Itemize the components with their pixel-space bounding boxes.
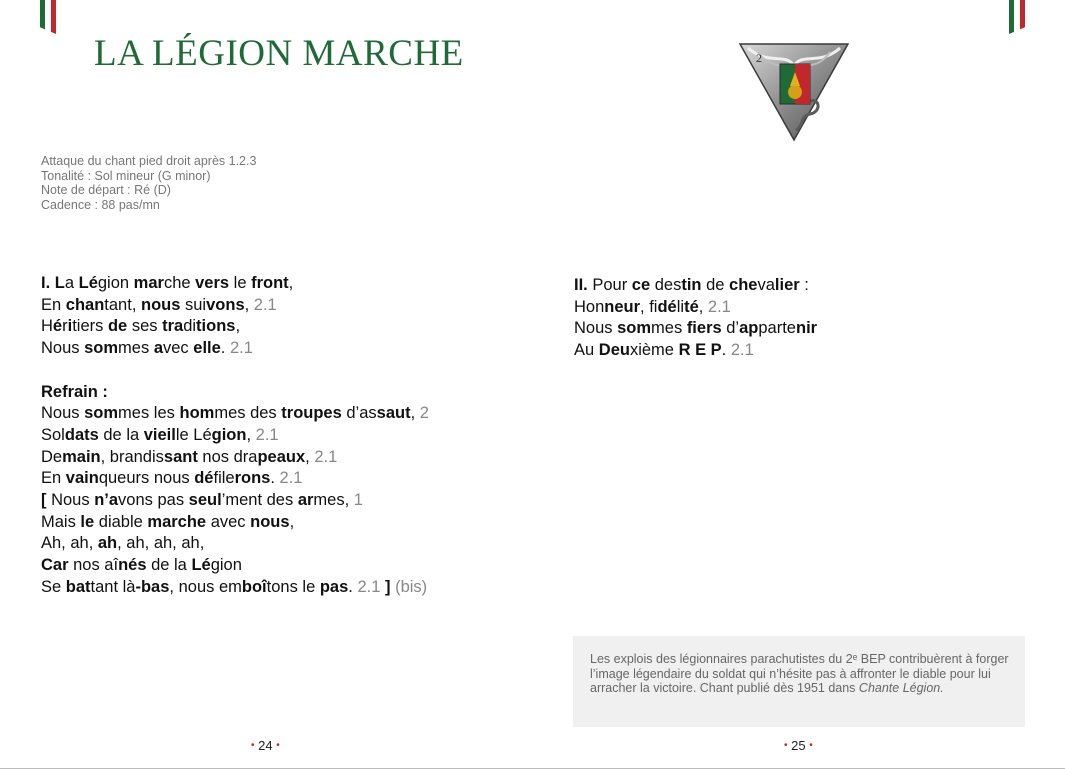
lyric-segment: ar xyxy=(297,491,314,510)
lyric-segment: gion xyxy=(97,274,134,292)
lyric-segment: Ah, ah, xyxy=(41,534,98,553)
lyric-line xyxy=(41,273,429,295)
beat-count: 2.1 xyxy=(253,295,277,314)
lyric-segment: r xyxy=(62,317,68,336)
note-book-title: Chante Légion. xyxy=(858,681,944,696)
song-meta xyxy=(41,154,256,213)
lyric-segment: troupes xyxy=(281,404,342,423)
lyric-line xyxy=(41,425,429,447)
lyric-segment: boî xyxy=(241,577,267,596)
regiment-insignia-icon xyxy=(738,42,850,142)
lyric-segment: hom xyxy=(179,404,215,423)
lyric-segment: neur xyxy=(604,297,641,316)
lyric-segment: , xyxy=(246,425,256,444)
lyric-segment: Deu xyxy=(598,341,630,360)
page-title: LA LÉGION MARCHE xyxy=(94,33,464,74)
lyric-segment: Sol xyxy=(41,425,65,444)
lyric-segment: R E P xyxy=(678,341,722,360)
meta-start-note: Note de départ : Ré (D) xyxy=(41,183,171,198)
lyric-segment: mes xyxy=(118,339,154,358)
lyric-segment: dé xyxy=(657,297,677,316)
lyric-segment: d’as xyxy=(341,404,377,423)
lyric-segment: II. xyxy=(574,276,588,294)
beat-count: (bis) xyxy=(390,577,428,596)
lyric-segment: Nous xyxy=(41,339,85,358)
stanza-gap xyxy=(41,360,429,382)
lyric-segment: seul xyxy=(188,491,222,510)
lyric-segment: gion xyxy=(211,425,247,444)
lyric-segment: té xyxy=(684,297,699,316)
lyric-line xyxy=(41,512,429,534)
lyric-segment: di xyxy=(183,317,197,336)
beat-count: 2 xyxy=(419,404,429,423)
lyric-segment: . xyxy=(270,469,280,488)
lyric-segment: rons xyxy=(234,469,271,488)
lyric-segment: , xyxy=(305,447,315,466)
lyric-segment: gion xyxy=(210,556,242,575)
lyric-segment: [ xyxy=(41,491,47,510)
lyric-segment: , xyxy=(244,295,254,314)
lyric-segment: n’a xyxy=(94,491,119,510)
lyric-segment: va xyxy=(757,276,775,294)
page-number-right: • 25 • xyxy=(784,738,813,753)
lyric-segment: ’ment des xyxy=(221,491,298,510)
lyric-segment: tant, xyxy=(104,295,141,314)
lyric-segment: ap xyxy=(739,319,759,338)
beat-count: 2.1 xyxy=(357,577,381,596)
lyric-segment: , nous em xyxy=(169,577,242,596)
lyric-segment: le xyxy=(80,512,95,531)
lyric-segment: nir xyxy=(795,319,818,338)
lyric-segment: dats xyxy=(64,425,99,444)
lyric-segment: som xyxy=(84,339,119,358)
lyric-segment: vers xyxy=(195,274,230,292)
lyric-segment: diable xyxy=(94,512,148,531)
meta-cadence: Cadence : 88 pas/mn xyxy=(41,198,160,213)
lyric-segment: , ah, ah, ah, xyxy=(117,534,205,553)
flag-ribbon-left xyxy=(40,0,56,34)
note-text: Les explois des légionnaires parachutistes du 2ᵉ BEP contribuèrent à forger l’image légendaire du soldat qui n’hésite pas à affronter le diable pour lui arracher la victoire. Chant publié dès 1951 dans Chante Légion. xyxy=(590,652,1009,696)
lyric-segment: a xyxy=(64,274,79,292)
lyric-segment: pas xyxy=(319,577,349,596)
meta-key: Tonalité : Sol mineur (G minor) xyxy=(41,168,211,183)
lyric-segment: parte xyxy=(758,319,796,338)
lyric-segment: Nous xyxy=(46,491,95,510)
lyric-segment: nous xyxy=(141,295,181,314)
lyric-segment: é xyxy=(52,317,63,336)
lyric-line xyxy=(41,382,429,404)
lyric-segment: tra xyxy=(162,317,184,336)
lyric-segment: De xyxy=(41,447,63,466)
lyric-line xyxy=(574,340,817,362)
lyric-segment: vain xyxy=(65,469,99,488)
lyric-line xyxy=(41,316,429,338)
lyric-segment: che xyxy=(729,276,758,294)
lyric-segment: mes xyxy=(651,319,687,338)
lyric-segment: , xyxy=(288,274,294,292)
lyric-line xyxy=(41,468,429,490)
lyric-segment: nés xyxy=(118,556,147,575)
lyric-line xyxy=(41,338,429,360)
lyric-segment: ] xyxy=(384,577,391,596)
bullet-icon: • xyxy=(251,740,255,751)
lyric-line xyxy=(41,490,429,512)
bullet-icon: • xyxy=(809,740,813,751)
lyric-segment: , xyxy=(289,512,295,531)
lyric-segment: , xyxy=(235,317,241,336)
lyric-segment: main xyxy=(62,447,101,466)
bullet-icon: • xyxy=(276,740,280,751)
lyric-segment: En xyxy=(41,469,66,488)
beat-count: 2.1 xyxy=(279,469,303,488)
lyric-segment: , brandis xyxy=(100,447,164,466)
lyric-segment: Nous xyxy=(41,404,85,423)
lyric-line xyxy=(41,295,429,317)
lyric-segment: , fi xyxy=(640,297,658,316)
lyric-segment: de la xyxy=(146,556,192,575)
lyric-segment: de xyxy=(701,276,730,294)
lyric-segment: elle xyxy=(193,339,221,358)
lyric-line xyxy=(41,447,429,469)
lyric-segment: marche xyxy=(147,512,207,531)
lyric-segment: lier xyxy=(774,276,800,294)
lyric-segment: . xyxy=(721,341,731,360)
beat-count: 1 xyxy=(353,491,363,510)
lyric-segment: vieil xyxy=(143,425,176,444)
lyric-segment: de la xyxy=(98,425,144,444)
lyric-segment: de xyxy=(107,317,128,336)
lyric-segment: -bas xyxy=(135,577,170,596)
lyric-segment: tions xyxy=(196,317,236,336)
lyric-segment: Refrain : xyxy=(41,382,108,401)
lyric-segment: vons xyxy=(206,295,245,314)
bullet-icon: • xyxy=(784,740,788,751)
lyric-segment: a xyxy=(153,339,163,358)
lyric-segment: H xyxy=(41,317,53,336)
lyric-segment: I. L xyxy=(41,274,65,292)
lyric-segment: avec xyxy=(206,512,251,531)
lyric-segment: , xyxy=(698,297,708,316)
lyric-segment: tant là xyxy=(90,577,136,596)
lyric-segment: mar xyxy=(133,274,164,292)
svg-text:2: 2 xyxy=(756,51,762,65)
lyric-segment: li xyxy=(676,297,685,316)
lyric-segment: tiers xyxy=(72,317,108,336)
lyric-segment: xième xyxy=(629,341,679,360)
lyric-segment: Car xyxy=(41,556,69,575)
beat-count: 2.1 xyxy=(730,341,754,360)
lyric-segment: ce xyxy=(631,276,651,294)
lyric-line xyxy=(574,318,817,340)
lyric-segment: som xyxy=(617,319,652,338)
lyric-segment: Se xyxy=(41,577,66,596)
lyric-line xyxy=(41,577,429,599)
lyric-segment: che xyxy=(163,274,196,292)
lyric-segment: mes des xyxy=(214,404,282,423)
lyric-segment: mes les xyxy=(118,404,180,423)
lyric-segment: Hon xyxy=(574,297,605,316)
lyric-segment: ses xyxy=(127,317,163,336)
lyric-segment: : xyxy=(799,276,809,294)
lyric-segment: Nous xyxy=(574,319,618,338)
flag-ribbon-right xyxy=(1009,0,1025,34)
beat-count: 2.1 xyxy=(314,447,338,466)
lyric-segment: , xyxy=(410,404,420,423)
lyric-segment: i xyxy=(67,317,73,336)
lyric-segment: chan xyxy=(65,295,105,314)
lyric-line xyxy=(574,297,817,319)
lyrics-right-column xyxy=(574,275,817,362)
lyric-segment: fiers xyxy=(686,319,722,338)
lyric-segment: sant xyxy=(163,447,198,466)
lyric-segment: nous xyxy=(250,512,290,531)
lyric-segment: d’ xyxy=(721,319,740,338)
lyric-segment: peaux xyxy=(257,447,306,466)
page-number-left: • 24 • xyxy=(251,738,280,753)
lyric-segment: nos dra xyxy=(197,447,258,466)
lyric-segment: tons le xyxy=(266,577,320,596)
lyric-line xyxy=(41,533,429,555)
lyric-segment: Lé xyxy=(78,274,98,292)
lyric-line xyxy=(41,555,429,577)
lyric-segment: Mais xyxy=(41,512,81,531)
lyric-segment: tin xyxy=(681,276,702,294)
beat-count: 2.1 xyxy=(229,339,253,358)
lyric-segment: Pour xyxy=(587,276,632,294)
beat-count: 2.1 xyxy=(707,297,731,316)
lyric-segment: dé xyxy=(194,469,214,488)
lyric-segment: mes, xyxy=(313,491,354,510)
lyric-segment: En xyxy=(41,295,66,314)
meta-attack: Attaque du chant pied droit après 1.2.3 xyxy=(41,154,257,168)
lyric-segment: bat xyxy=(65,577,91,596)
lyric-segment: nos aî xyxy=(68,556,119,575)
lyric-segment: le xyxy=(229,274,252,292)
lyrics-left-column xyxy=(41,273,429,599)
lyric-segment: . xyxy=(220,339,230,358)
lyric-segment: ah xyxy=(97,534,118,553)
lyric-line xyxy=(41,403,429,425)
lyric-line xyxy=(574,275,817,297)
lyric-segment: sui xyxy=(180,295,207,314)
lyric-segment: vons pas xyxy=(118,491,189,510)
lyric-segment: front xyxy=(251,274,289,292)
lyric-segment: vec xyxy=(163,339,194,358)
lyric-segment: som xyxy=(84,404,119,423)
lyric-segment: des xyxy=(650,276,682,294)
lyric-segment: . xyxy=(348,577,358,596)
lyric-segment: Lé xyxy=(191,556,211,575)
lyric-segment: le Lé xyxy=(175,425,212,444)
lyric-segment: Au xyxy=(574,341,599,360)
lyric-segment: file xyxy=(213,469,235,488)
lyric-segment: queurs nous xyxy=(98,469,195,488)
note-box xyxy=(573,636,1025,727)
lyric-segment: saut xyxy=(376,404,411,423)
beat-count: 2.1 xyxy=(255,425,279,444)
